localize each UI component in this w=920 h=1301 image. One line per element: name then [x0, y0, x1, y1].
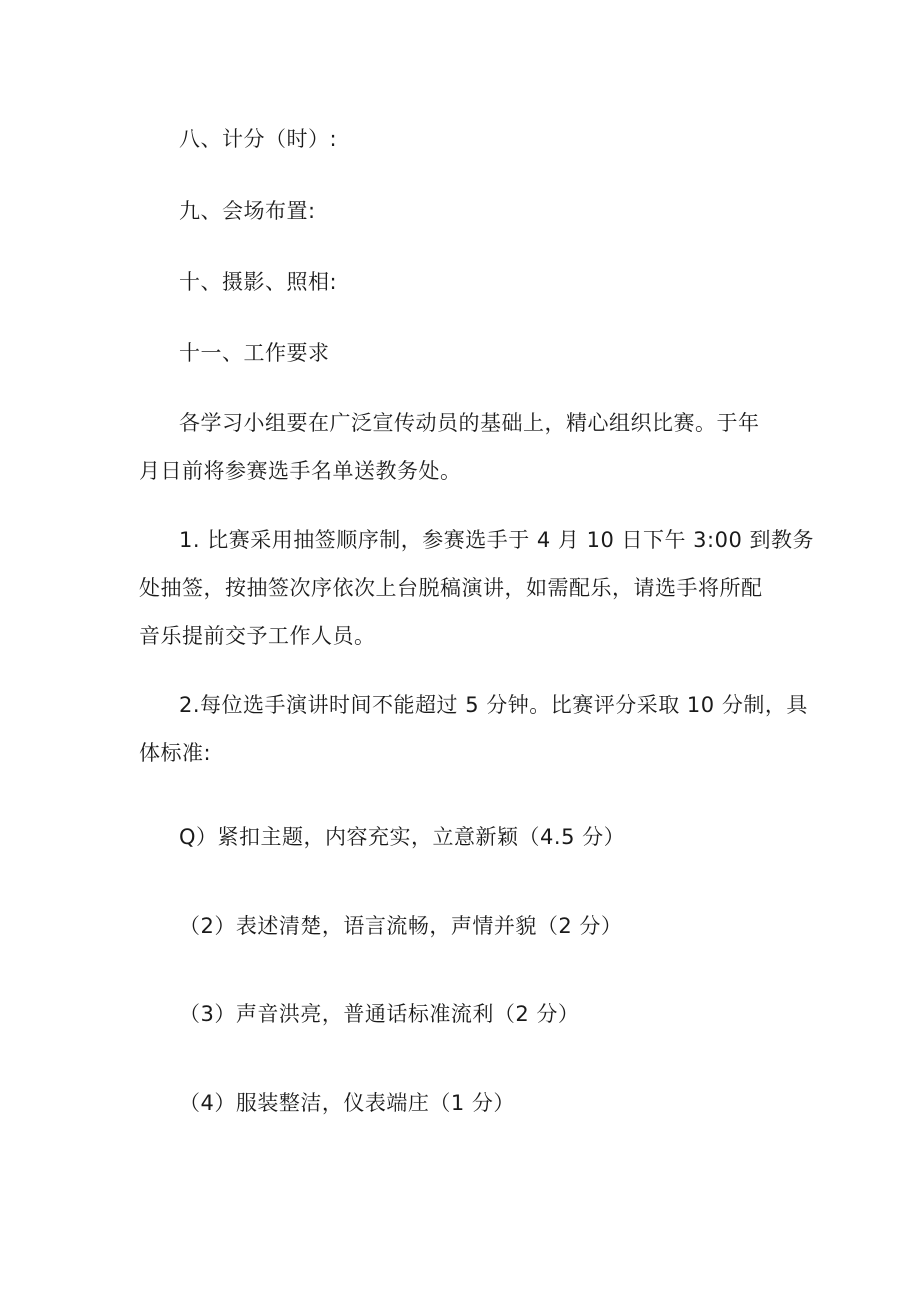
list-item: （3）声音洪亮，普通话标准流利（2 分）	[179, 1002, 580, 1026]
paragraph-line: 处抽签，按抽签次序依次上台脱稿演讲，如需配乐，请选手将所配	[139, 576, 763, 600]
paragraph-line: 1. 比赛采用抽签顺序制，参赛选手于 4 月 10 日下午 3:00 到教务	[179, 528, 815, 552]
paragraph-line: 各学习小组要在广泛宣传动员的基础上，精心组织比赛。于年	[179, 411, 760, 435]
heading-scoring: 八、计分（时）:	[179, 127, 338, 151]
paragraph-line: 2.每位选手演讲时间不能超过 5 分钟。比赛评分采取 10 分制，具	[179, 693, 808, 717]
heading-photography: 十、摄影、照相:	[179, 270, 338, 294]
list-item: （4）服装整洁，仪表端庄（1 分）	[179, 1091, 515, 1115]
list-item: Q）紧扣主题，内容充实，立意新颖（4.5 分）	[179, 825, 626, 849]
paragraph-line: 音乐提前交予工作人员。	[139, 624, 376, 648]
paragraph-line: 月日前将参赛选手名单送教务处。	[139, 459, 462, 483]
paragraph-line: 体标准:	[139, 741, 212, 765]
list-item: （2）表述清楚，语言流畅，声情并貌（2 分）	[179, 914, 623, 938]
heading-work-requirements: 十一、工作要求	[179, 341, 330, 365]
heading-venue-setup: 九、会场布置:	[179, 199, 316, 223]
